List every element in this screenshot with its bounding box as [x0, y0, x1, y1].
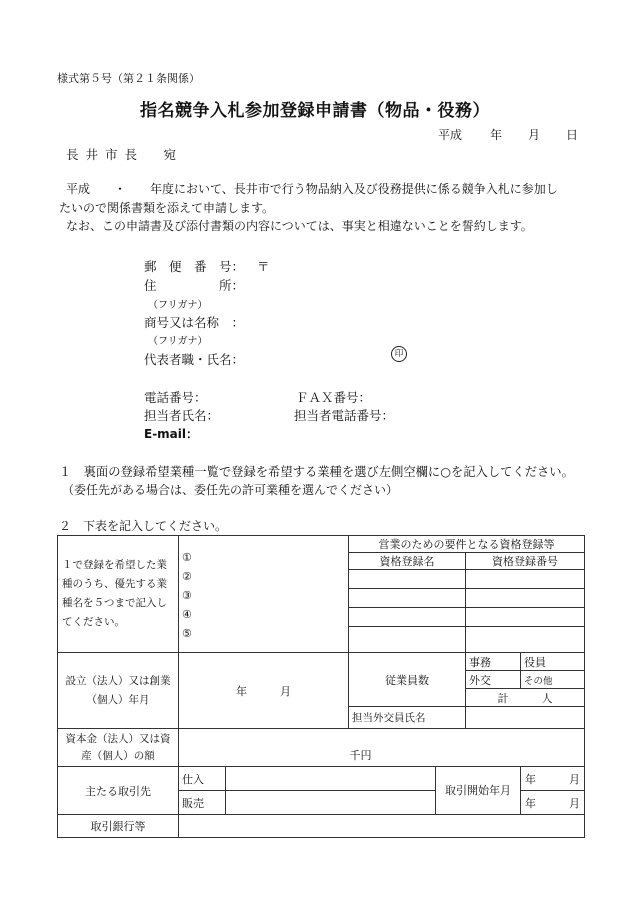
date-era: 平成 — [438, 128, 463, 142]
sales-staff-label: 外交 — [466, 671, 521, 689]
qual-number-1[interactable] — [466, 570, 585, 589]
office-staff-label: 事務 — [466, 653, 521, 671]
capital-unit: 千円 — [349, 749, 372, 762]
purchase-value[interactable] — [226, 767, 436, 791]
instruction-1-line-2: （委任先がある場合は、委任先の許可業種を選んでください） — [62, 483, 399, 497]
email-label: E-mail： — [144, 427, 199, 441]
qual-number-3[interactable] — [466, 608, 585, 627]
qual-name-2[interactable] — [349, 589, 466, 608]
page-title: 指名競争入札参加登録申請書（物品・役務） — [140, 101, 490, 121]
purchase-label: 仕入 — [179, 767, 226, 791]
priority-4: ④ — [182, 608, 192, 621]
trade-start-label-cell — [436, 767, 521, 815]
date-day: 日 — [566, 128, 579, 142]
sale-value[interactable] — [226, 791, 436, 815]
qual-number-4[interactable] — [466, 627, 585, 653]
phone-label: 電話番号： — [144, 390, 207, 405]
intro-line-3: なお、この申請書及び添付書類の内容については、事実と相違ないことを誓約します。 — [66, 219, 533, 233]
qual-header: 営業のための要件となる資格登録等 — [349, 536, 585, 553]
intro-line-1: 平成 ・ 年度において、長井市で行う物品納入及び役務提供に係る競争入札に参加し — [66, 182, 558, 196]
instruction-1-line-1: １ 裏面の登録希望業種一覧で登録を希望する業種を選び左側空欄に○を記入してください。 — [59, 465, 574, 479]
date-month: 月 — [528, 128, 541, 142]
priority-1: ① — [182, 551, 192, 564]
priority-input-cell[interactable] — [179, 536, 349, 653]
contact-phone-label: 担当者電話番号： — [294, 408, 395, 423]
banks-value[interactable] — [179, 815, 585, 838]
capital-label: 資本金（法人）又は資産（個人）の額 — [65, 732, 171, 762]
postal-label: 郵 便 番 号： — [144, 259, 245, 274]
furigana-label-1: （フリガナ） — [148, 300, 208, 311]
qual-name-4[interactable] — [349, 627, 466, 653]
priority-2: ② — [182, 570, 192, 583]
furigana-label-2: （フリガナ） — [148, 336, 208, 347]
capital-value[interactable] — [179, 729, 585, 767]
priority-label: １で登録を希望した業種のうち、優先する業種名を５つまで記入してください。 — [62, 559, 167, 628]
priority-3: ③ — [182, 589, 192, 602]
priority-5: ⑤ — [182, 627, 192, 640]
sale-label: 販売 — [179, 791, 226, 815]
qual-name-header: 資格登録名 — [349, 553, 466, 570]
registration-table — [57, 535, 585, 838]
sales-contact-value[interactable] — [466, 707, 585, 729]
employees-label: 従業員数 — [349, 653, 466, 707]
established-label: 設立（法人）又は創業（個人）年月 — [65, 674, 171, 706]
trade-start-label: 取引開始年月 — [445, 783, 511, 797]
addressee: 長井市長 宛 — [66, 147, 184, 162]
intro-line-2: たいので関係書類を添えて申請します。 — [59, 201, 275, 215]
other-staff-label: その他 — [521, 671, 585, 689]
qual-number-2[interactable] — [466, 589, 585, 608]
date-year: 年 — [490, 128, 503, 142]
company-label: 商号又は名称 ： — [144, 315, 245, 330]
qual-number-header: 資格登録番号 — [466, 553, 585, 570]
address-label: 住 所： — [144, 278, 245, 293]
contact-label: 担当者氏名： — [144, 408, 220, 423]
qual-name-3[interactable] — [349, 608, 466, 627]
fax-label: ＦＡＸ番号： — [296, 390, 372, 405]
employees-total[interactable]: 計 人 — [466, 689, 585, 707]
trade-start-value-1[interactable]: 年 月 — [521, 767, 585, 791]
sales-contact-label: 担当外交員氏名 — [349, 707, 466, 729]
banks-label: 取引銀行等 — [58, 815, 179, 838]
capital-label-cell — [58, 729, 179, 767]
trade-start-value-2[interactable]: 年 月 — [521, 791, 585, 815]
established-value[interactable]: 年 月 — [179, 653, 349, 729]
priority-label-cell — [58, 536, 179, 653]
seal-mark: 印 — [391, 346, 407, 362]
executive-label: 役員 — [521, 653, 585, 671]
established-label-cell — [58, 653, 179, 729]
instruction-2: ２ 下表を記入してください。 — [59, 519, 228, 533]
partners-label: 主たる取引先 — [58, 767, 179, 815]
postal-mark: 〒 — [257, 259, 270, 274]
form-number: 様式第５号（第２１条関係） — [57, 72, 200, 85]
representative-label: 代表者職・氏名： — [144, 352, 245, 367]
qual-name-1[interactable] — [349, 570, 466, 589]
